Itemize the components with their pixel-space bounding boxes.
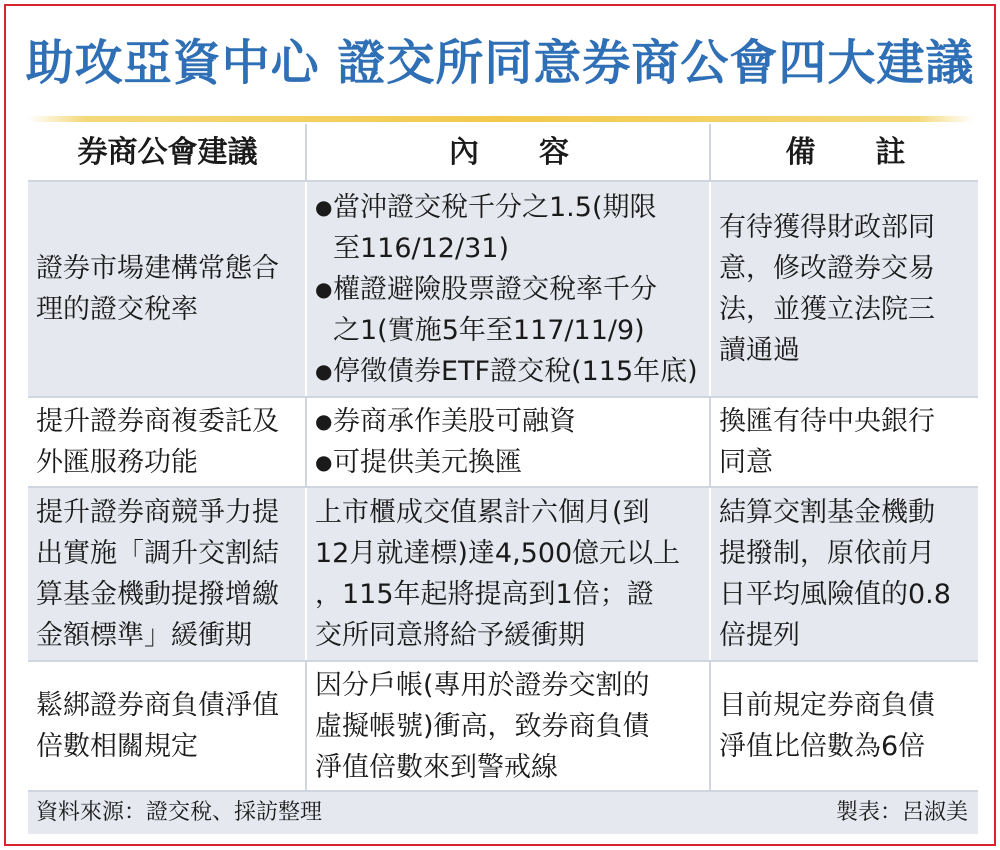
table-row <box>28 397 978 487</box>
suggestion-line: 算基金機動提撥增繳 <box>36 579 279 610</box>
suggestion-line: 鬆綁證券商負債淨值 <box>36 690 279 721</box>
suggestion-line: 理的證交稅率 <box>36 294 198 325</box>
note-line: 同意 <box>719 447 773 478</box>
content-bullet-item <box>315 442 703 483</box>
suggestion-cell <box>28 661 306 791</box>
source-credit: 資料來源：證交稅、採訪整理 <box>36 800 323 825</box>
content-line: ，115年起將提高到1倍；證 <box>315 579 654 610</box>
content-line: 之1(實施5年至117/11/9) <box>333 314 645 346</box>
bullet-icon: ● <box>315 194 333 219</box>
infographic-frame <box>4 4 996 846</box>
content-line: 當沖證交稅千分之1.5(期限 <box>333 191 657 223</box>
bullet-icon: ● <box>315 358 333 383</box>
note-line: 有待獲得財政部同 <box>719 212 935 243</box>
table-row <box>28 487 978 661</box>
content-line: 交所同意將給予緩衝期 <box>315 620 585 651</box>
content-line: 12月就達標)達4,500億元以上 <box>315 538 681 569</box>
content-bullet-item <box>315 187 703 228</box>
content-bullet-item <box>315 401 703 442</box>
note-line: 淨值比倍數為6倍 <box>719 731 926 762</box>
content-line: 券商承作美股可融資 <box>333 406 576 437</box>
suggestion-line: 證券市場建構常態合 <box>36 253 279 284</box>
note-line: 提撥制，原依前月 <box>719 538 935 569</box>
content-cell <box>306 397 710 487</box>
suggestion-line: 金額標準」緩衝期 <box>36 620 252 651</box>
table-header-row <box>28 124 978 181</box>
maker-credit: 製表：呂淑美 <box>835 800 968 825</box>
suggestion-line: 出實施「調升交割結 <box>36 538 279 569</box>
content-bullet-item <box>315 269 703 310</box>
header-note: 備 註 <box>710 124 978 181</box>
suggestion-line: 倍數相關規定 <box>36 731 198 762</box>
note-line: 意，修改證券交易 <box>719 253 935 284</box>
header-suggestion: 券商公會建議 <box>28 124 306 181</box>
header-content: 內 容 <box>306 124 710 181</box>
note-line: 換匯有待中央銀行 <box>719 406 935 437</box>
suggestions-table-wrap <box>28 124 978 792</box>
suggestion-line: 外匯服務功能 <box>36 447 198 478</box>
note-line: 結算交割基金機動 <box>719 497 935 528</box>
note-cell <box>710 661 978 791</box>
bullet-icon: ● <box>315 276 333 301</box>
content-cell <box>306 181 710 397</box>
note-line: 目前規定券商負債 <box>719 690 935 721</box>
note-cell <box>710 397 978 487</box>
table-row <box>28 181 978 397</box>
note-line: 讀通過 <box>719 335 800 366</box>
content-line: 因分戶帳(專用於證券交割的 <box>315 669 650 701</box>
note-line: 法，並獲立法院三 <box>719 294 935 325</box>
content-line: 上市櫃成交值累計六個月(到 <box>315 497 650 528</box>
title-underline <box>28 116 974 122</box>
content-line: 可提供美元換匯 <box>333 447 522 478</box>
content-line: 停徵債券ETF證交稅(115年底) <box>333 355 698 387</box>
bullet-icon: ● <box>315 450 333 474</box>
suggestion-line: 提升證券商複委託及 <box>36 406 279 437</box>
suggestion-cell <box>28 397 306 487</box>
bullet-icon: ● <box>315 409 333 433</box>
content-bullet-item <box>315 351 703 392</box>
content-line: 權證避險股票證交稅率千分 <box>333 273 657 305</box>
note-cell <box>710 487 978 661</box>
content-line: 虛擬帳號)衝高，致券商負債 <box>315 710 650 742</box>
table-row <box>28 661 978 791</box>
footer-bar <box>28 790 978 834</box>
suggestion-cell <box>28 487 306 661</box>
content-cell <box>306 487 710 661</box>
content-line: 淨值倍數來到警戒線 <box>315 751 558 783</box>
suggestions-table <box>28 124 978 792</box>
suggestion-cell <box>28 181 306 397</box>
content-line: 至116/12/31) <box>333 232 509 264</box>
note-line: 日平均風險值的0.8 <box>719 579 951 610</box>
content-cell <box>306 661 710 791</box>
note-cell <box>710 181 978 397</box>
note-line: 倍提列 <box>719 620 800 651</box>
suggestion-line: 提升證券商競爭力提 <box>36 497 279 528</box>
page-title: 助攻亞資中心 證交所同意券商公會四大建議 <box>25 35 975 91</box>
